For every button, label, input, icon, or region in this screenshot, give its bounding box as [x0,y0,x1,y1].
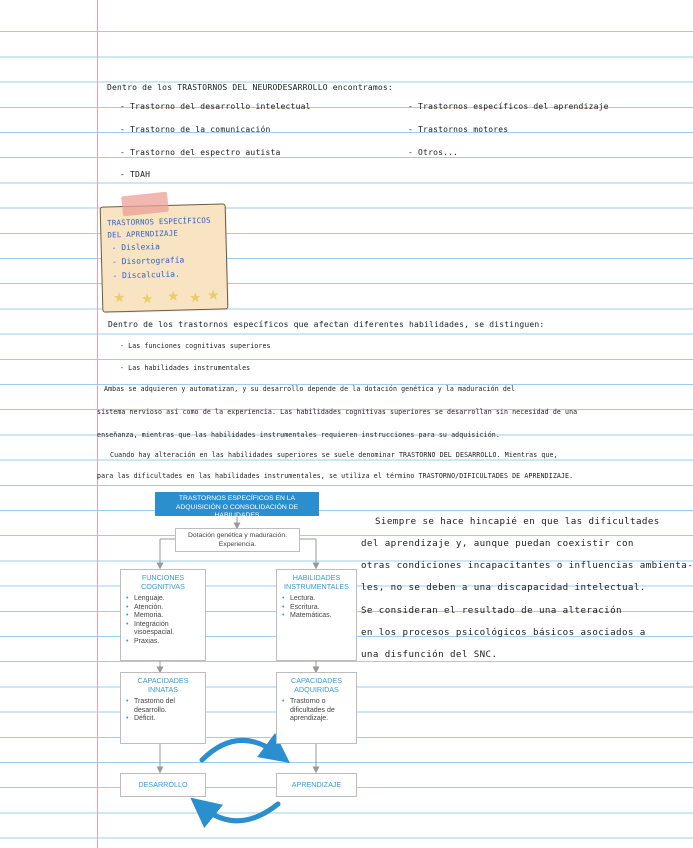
habilidades-instrumentales-title: HABILIDADES INSTRUMENTALES [284,573,349,591]
list-item-left: - Trastorno del espectro autista [120,148,281,157]
diagram-header: TRASTORNOS ESPECÍFICOS EN LA ADQUISICIÓN O CONSOLIDACIÓN DE HABILIDADES [155,492,319,516]
intro-text: Dentro de los TRASTORNOS DEL NEURODESARROLLO encontramos: [107,83,393,92]
capacidades-adquiridas-box [276,672,357,744]
list-item: • Praxias. [125,638,201,647]
list-item-right: - Trastornos específicos del aprendizaje [408,102,609,111]
list-item: • Lectura. [281,595,352,604]
list-item: • Déficit. [125,715,201,724]
side-paragraph-line: Se consideran el resultado de una alteración [361,605,622,616]
funciones-cognitivas-box [120,569,206,661]
diagram-center-box: Dotación genética y maduración. Experiencia. [175,528,300,552]
funciones-cognitivas-list [125,595,201,647]
sub-item: - Las funciones cognitivas superiores [120,342,271,350]
aprendizaje-box: APRENDIZAJE [276,773,357,797]
star-icon: ★ [140,291,154,308]
paragraph-line: sistema nervioso así como de la experiencia. Las habilidades cognitivas superiores se desarrollan sin necesidad de una [97,408,578,416]
sticky-note-item: - Dislexia [111,242,160,253]
list-item: • Escritura. [281,604,352,613]
paragraph-line: enseñanza, mientras que las habilidades instrumentales requieren instrucciones para su adquisición. [97,431,500,439]
side-paragraph-line: del aprendizaje y, aunque puedan coexistir con [361,538,634,549]
capacidades-innatas-title: CAPACIDADES INNATAS [137,676,189,694]
sticky-note-item: - Disortografía [111,255,185,267]
list-item: • Trastorno o dificultades de aprendizaje. [281,698,352,724]
funciones-cognitivas-title: FUNCIONES COGNITIVAS [141,573,185,591]
habilidades-diagram [120,492,355,832]
sticky-note-item: - Discalculia. [112,269,180,281]
side-paragraph-line: otras condiciones incapacitantes o influencias ambienta- [361,560,693,571]
list-item: • Atención. [125,604,201,613]
paragraph-line: Ambas se adquieren y automatizan, y su desarrollo depende de la dotación genética y la maduración del [104,385,516,393]
side-paragraph-line: en los procesos psicológicos básicos asociados a [361,627,646,638]
desarrollo-box: DESARROLLO [120,773,206,797]
capacidades-innatas-box [120,672,206,744]
paragraph-text: Dentro de los trastornos específicos que afectan diferentes habilidades, se distinguen: [108,320,545,329]
capacidades-innatas-list [125,698,201,724]
list-item-left: - TDAH [120,170,151,179]
sticky-note-title-line2: DEL APRENDIZAJE [107,228,179,240]
side-paragraph-line: Siempre se hace hincapié en que las dificultades [375,516,660,527]
star-icon: ★ [166,288,180,305]
paragraph-line: para las dificultades en las habilidades instrumentales, se utiliza el término TRASTORNO/DIFICULTADES DE APRENDIZAJE. [97,472,574,480]
sticky-note-title-line1: TRASTORNOS ESPECÍFICOS [106,215,211,228]
paragraph-line: Cuando hay alteración en las habilidades superiores se suele denominar TRASTORNO DEL DESARROLLO. Mientras que, [110,451,558,459]
habilidades-instrumentales-box [276,569,357,661]
habilidades-instrumentales-list [281,595,352,621]
sticky-note-title [107,215,211,242]
sub-item: - Las habilidades instrumentales [120,364,251,372]
list-item: • Matemáticas. [281,612,352,621]
list-item-left: - Trastorno de la comunicación [120,125,271,134]
capacidades-adquiridas-title: CAPACIDADES ADQUIRIDAS [291,676,342,694]
list-item: • Lenguaje. [125,595,201,604]
list-item: • Trastorno del desarrollo. [125,698,201,715]
list-item: • Memoria. [125,612,201,621]
star-icon: ★ [206,287,220,304]
list-item-right: - Otros... [408,148,459,157]
star-icon: ★ [188,290,202,307]
star-icon: ★ [112,290,126,307]
capacidades-adquiridas-list [281,698,352,724]
list-item-left: - Trastorno del desarrollo intelectual [120,102,311,111]
side-paragraph-line: les, no se deben a una discapacidad intelectual. [361,582,646,593]
sticky-note [100,203,229,312]
list-item: • Integración visoespacial. [125,621,201,638]
side-paragraph-line: una disfunción del SNC. [361,649,498,660]
notebook-margin-line [97,0,98,848]
list-item-right: - Trastornos motores [408,125,509,134]
